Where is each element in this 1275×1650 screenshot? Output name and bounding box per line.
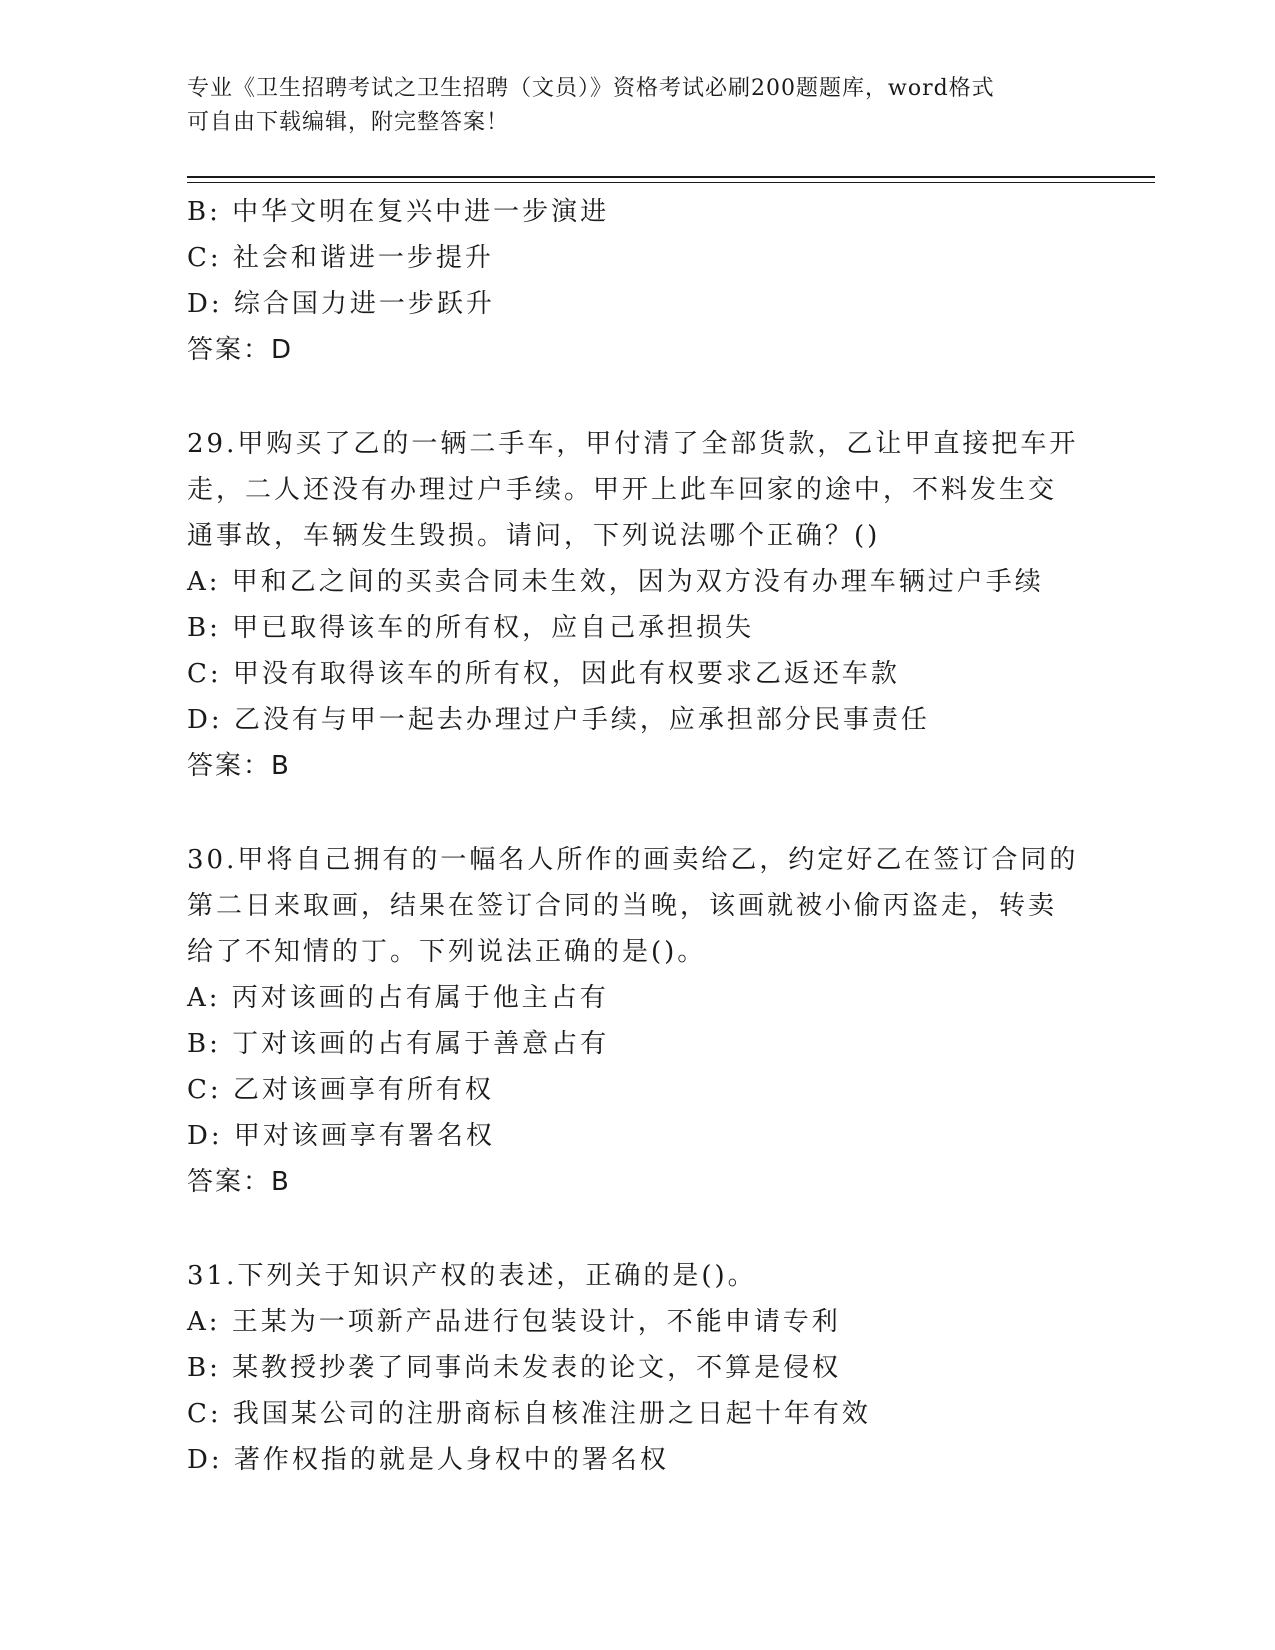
question-stem: 通事故，车辆发生毁损。请问，下列说法哪个正确？() — [187, 521, 881, 551]
option-d: D: 乙没有与甲一起去办理过户手续，应承担部分民事责任 — [187, 705, 930, 735]
option-b: B: 甲已取得该车的所有权，应自己承担损失 — [187, 613, 755, 643]
option-c: C: 社会和谐进一步提升 — [187, 243, 494, 273]
answer-label: 答案：B — [187, 1167, 291, 1197]
header-line-2: 可自由下载编辑，附完整答案！ — [187, 110, 510, 135]
question-stem: 29.甲购买了乙的一辆二手车，甲付清了全部货款，乙让甲直接把车开 — [187, 429, 1079, 459]
option-b: B: 某教授抄袭了同事尚未发表的论文，不算是侵权 — [187, 1353, 842, 1383]
option-b: B: 丁对该画的占有属于善意占有 — [187, 1029, 610, 1059]
option-c: C: 我国某公司的注册商标自核准注册之日起十年有效 — [187, 1399, 871, 1429]
option-c: C: 甲没有取得该车的所有权，因此有权要求乙返还车款 — [187, 659, 900, 689]
question-29 — [187, 421, 1087, 789]
question-stem: 走，二人还没有办理过户手续。甲开上此车回家的途中，不料发生交 — [187, 475, 1058, 505]
answer-label: 答案：B — [187, 751, 291, 781]
option-d: D: 综合国力进一步跃升 — [187, 289, 495, 319]
spacer — [187, 373, 1087, 421]
document-header — [187, 72, 1067, 140]
header-divider-thin — [187, 182, 1155, 183]
option-b: B: 中华文明在复兴中进一步演进 — [187, 197, 610, 227]
spacer — [187, 1205, 1087, 1253]
option-a: A: 甲和乙之间的买卖合同未生效，因为双方没有办理车辆过户手续 — [187, 567, 1044, 597]
question-list — [187, 189, 1087, 1483]
option-a: A: 丙对该画的占有属于他主占有 — [187, 983, 609, 1013]
option-d: D: 甲对该画享有署名权 — [187, 1121, 495, 1151]
question-stem: 给了不知情的丁。下列说法正确的是()。 — [187, 937, 707, 967]
option-c: C: 乙对该画享有所有权 — [187, 1075, 494, 1105]
answer-label: 答案：D — [187, 335, 294, 365]
question-stem: 第二日来取画，结果在签订合同的当晚，该画就被小偷丙盗走，转卖 — [187, 891, 1058, 921]
question-31 — [187, 1253, 1087, 1483]
header-line-1: 专业《卫生招聘考试之卫生招聘（文员）》资格考试必刷200题题库，word格式 — [187, 76, 995, 101]
question-30 — [187, 837, 1087, 1205]
option-d: D: 著作权指的就是人身权中的署名权 — [187, 1445, 669, 1475]
option-a: A: 王某为一项新产品进行包装设计，不能申请专利 — [187, 1307, 841, 1337]
question-28-tail — [187, 189, 1087, 373]
question-stem: 31.下列关于知识产权的表述，正确的是()。 — [187, 1261, 757, 1291]
header-divider — [187, 176, 1155, 178]
question-stem: 30.甲将自己拥有的一幅名人所作的画卖给乙，约定好乙在签订合同的 — [187, 845, 1079, 875]
spacer — [187, 789, 1087, 837]
